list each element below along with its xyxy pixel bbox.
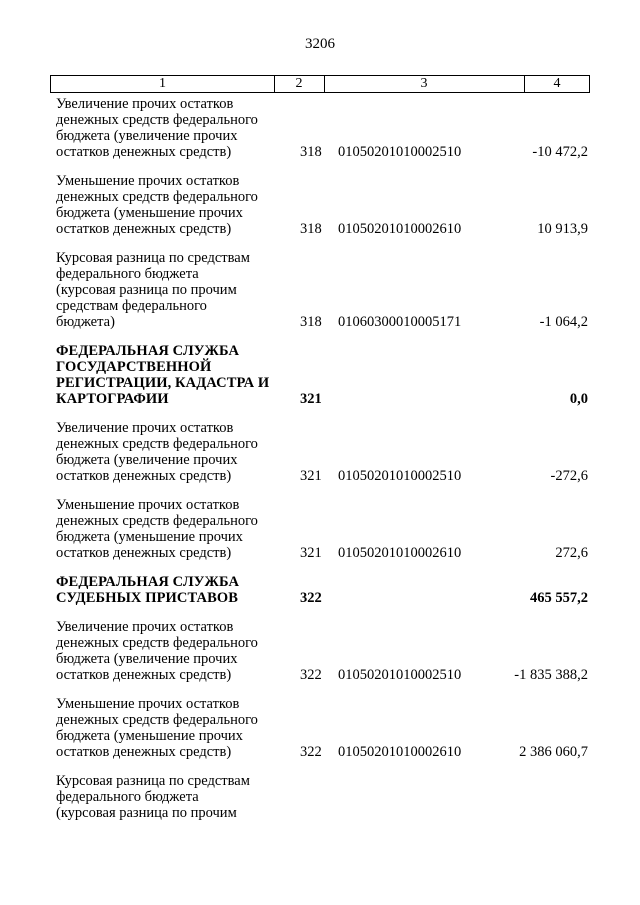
row-code: 322 xyxy=(300,667,322,683)
row-code: 322 xyxy=(300,590,322,606)
row-kbk: 01050201010002610 xyxy=(338,744,462,760)
table-row xyxy=(56,96,590,160)
row-amount: 272,6 xyxy=(555,545,588,561)
row-description: Увеличение прочих остатков денежных средств федерального бюджета (увеличение прочих остатков денежных средств) xyxy=(56,420,258,484)
row-amount: -1 064,2 xyxy=(539,314,588,330)
table-body xyxy=(56,96,590,821)
row-code: 318 xyxy=(300,314,322,330)
row-kbk: 01060300010005171 xyxy=(338,314,462,330)
table-row xyxy=(56,773,590,821)
row-kbk: 01050201010002610 xyxy=(338,221,462,237)
table-header xyxy=(50,75,590,93)
row-description: Курсовая разница по средствам федерального бюджета (курсовая разница по прочим средствам федерального бюджета) xyxy=(56,250,250,330)
header-col-1: 1 xyxy=(51,76,275,92)
row-description: Уменьшение прочих остатков денежных средств федерального бюджета (уменьшение прочих остатков денежных средств) xyxy=(56,173,258,237)
row-kbk: 01050201010002510 xyxy=(338,667,462,683)
row-description: Увеличение прочих остатков денежных средств федерального бюджета (увеличение прочих остатков денежных средств) xyxy=(56,96,258,160)
row-amount: -1 835 388,2 xyxy=(514,667,588,683)
row-kbk: 01050201010002510 xyxy=(338,144,462,160)
table-row-section xyxy=(56,343,590,407)
table-row xyxy=(56,420,590,484)
table-row xyxy=(56,173,590,237)
row-amount: 2 386 060,7 xyxy=(519,744,588,760)
row-code: 318 xyxy=(300,221,322,237)
table-row xyxy=(56,619,590,683)
row-code: 318 xyxy=(300,144,322,160)
table-row xyxy=(56,497,590,561)
row-kbk: 01050201010002510 xyxy=(338,468,462,484)
row-code: 321 xyxy=(300,545,322,561)
header-col-4: 4 xyxy=(553,76,561,91)
row-description: Увеличение прочих остатков денежных средств федерального бюджета (увеличение прочих остатков денежных средств) xyxy=(56,619,258,683)
table-row xyxy=(56,250,590,330)
section-title: ФЕДЕРАЛЬНАЯ СЛУЖБА СУДЕБНЫХ ПРИСТАВОВ xyxy=(56,574,240,606)
row-code: 322 xyxy=(300,744,322,760)
row-amount: 10 913,9 xyxy=(537,221,588,237)
section-title: ФЕДЕРАЛЬНАЯ СЛУЖБА ГОСУДАРСТВЕННОЙ РЕГИСТРАЦИИ, КАДАСТРА И КАРТОГРАФИИ xyxy=(56,343,270,407)
row-amount: 465 557,2 xyxy=(530,590,588,606)
table-row xyxy=(56,696,590,760)
row-amount: -272,6 xyxy=(550,468,588,484)
row-description: Уменьшение прочих остатков денежных средств федерального бюджета (уменьшение прочих остатков денежных средств) xyxy=(56,497,258,561)
table-row-section xyxy=(56,574,590,606)
row-code: 321 xyxy=(300,468,322,484)
row-kbk: 01050201010002610 xyxy=(338,545,462,561)
row-amount: 0,0 xyxy=(569,391,588,407)
header-col-2: 2 xyxy=(274,76,325,92)
row-description: Уменьшение прочих остатков денежных средств федерального бюджета (уменьшение прочих остатков денежных средств) xyxy=(56,696,258,760)
row-amount: -10 472,2 xyxy=(532,144,588,160)
page-number: 3206 xyxy=(305,36,335,52)
header-col-3: 3 xyxy=(324,76,525,92)
row-code: 321 xyxy=(300,391,322,407)
row-description: Курсовая разница по средствам федерального бюджета (курсовая разница по прочим xyxy=(56,773,250,821)
